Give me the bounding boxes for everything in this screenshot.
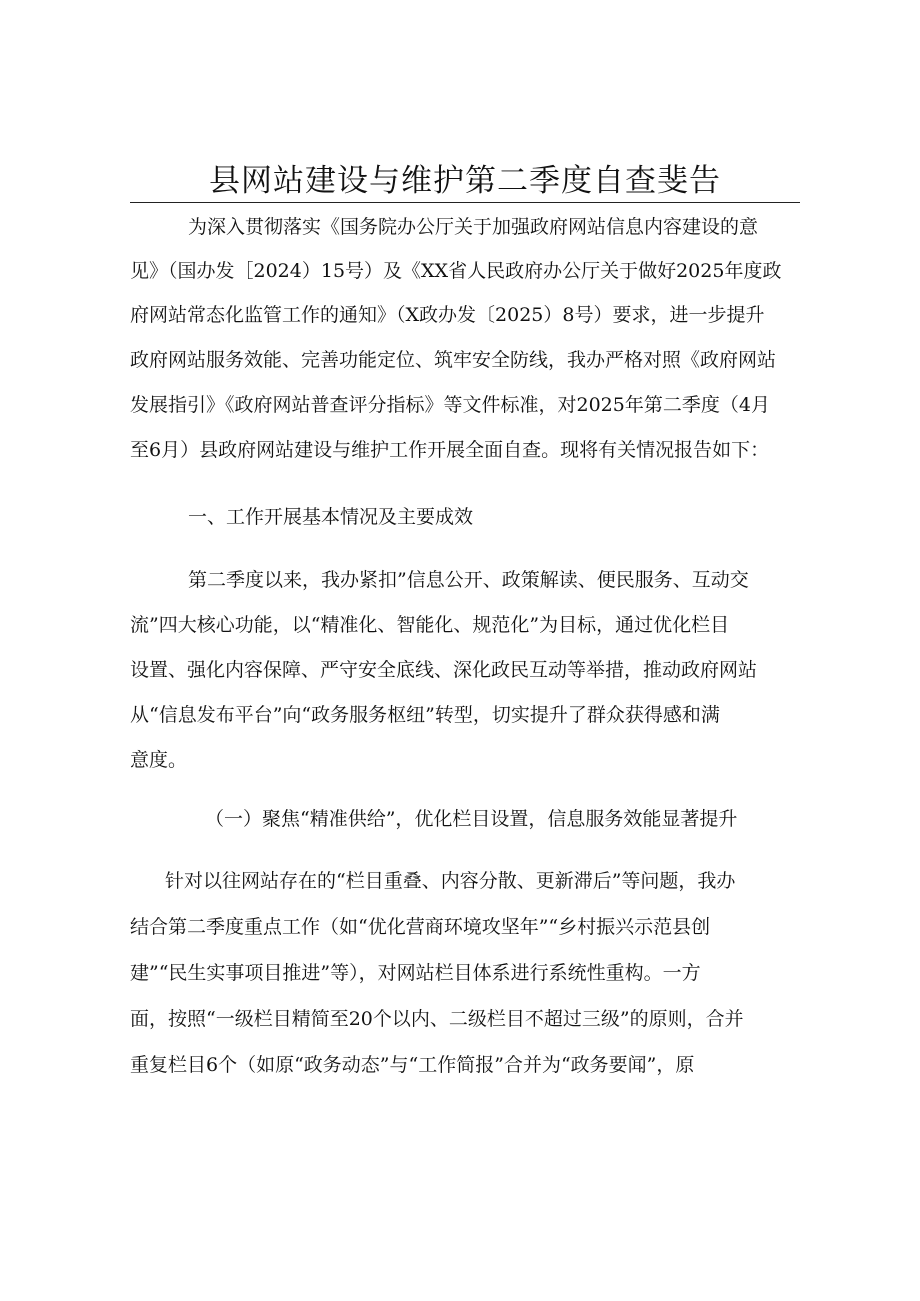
paragraph-2-line-5: 意度。 <box>130 749 188 771</box>
paragraph-3-line-4: 面，按照“一级栏目精简至20个以内、二级栏目不超过三级”的原则，合并 <box>130 1008 744 1030</box>
title-underline <box>130 202 800 203</box>
subsection-heading-1: （一）聚焦“精准供给”，优化栏目设置，信息服务效能显著提升 <box>205 808 738 830</box>
paragraph-2-line-4: 从“信息发布平台”向“政务服务枢纽”转型，切实提升了群众获得感和满 <box>130 704 720 726</box>
paragraph-3-line-5: 重复栏目6个（如原“政务动态”与“工作简报”合并为“政务要闻”，原 <box>130 1054 695 1076</box>
paragraph-3-line-3: 建”“民生实事项目推进”等），对网站栏目体系进行系统性重构。一方 <box>130 962 701 984</box>
paragraph-1-line-3: 府网站常态化监管工作的通知》（X政办发〔2025）8号）要求，进一步提升 <box>130 304 765 326</box>
paragraph-1-line-1: 为深入贯彻落实《国务院办公厅关于加强政府网站信息内容建设的意 <box>188 216 759 238</box>
paragraph-2-line-3: 设置、强化内容保障、严守安全底线、深化政民互动等举措，推动政府网站 <box>130 659 758 681</box>
paragraph-1-line-5: 发展指引》《政府网站普查评分指标》等文件标准，对2025年第二季度（4月 <box>130 394 770 416</box>
paragraph-2-line-2: 流”四大核心功能，以“精准化、智能化、规范化”为目标，通过优化栏目 <box>130 614 730 636</box>
paragraph-3-line-1: 针对以往网站存在的“栏目重叠、内容分散、更新滞后”等问题，我办 <box>165 870 736 892</box>
paragraph-3-line-2: 结合第二季度重点工作（如“优化营商环境攻坚年”“乡村振兴示范县创 <box>130 916 711 938</box>
paragraph-1-line-6: 至6月）县政府网站建设与维护工作开展全面自查。现将有关情况报告如下： <box>130 439 770 461</box>
section-heading-1: 一、工作开展基本情况及主要成效 <box>188 506 474 528</box>
paragraph-1-line-2: 见》（国办发［2024）15号）及《XX省人民政府办公厅关于做好2025年度政 <box>130 260 782 282</box>
paragraph-1-line-4: 政府网站服务效能、完善功能定位、筑牢安全防线，我办严格对照《政府网站 <box>130 349 777 371</box>
paragraph-2-line-1: 第二季度以来，我办紧扣”信息公开、政策解读、便民服务、互动交 <box>188 569 749 591</box>
document-title: 县网站建设与维护第二季度自查斐告 <box>209 163 721 199</box>
